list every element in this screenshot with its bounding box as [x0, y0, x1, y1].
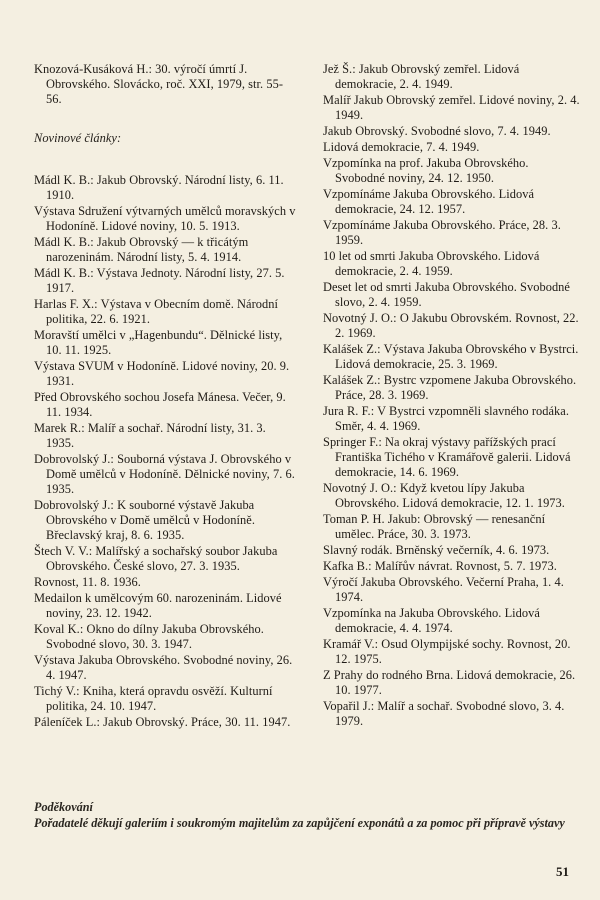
bibliography-entry: Jura R. F.: V Bystrci vzpomněli slavného rodáka. Směr, 4. 4. 1969.: [323, 404, 569, 433]
bibliography-entry: Deset let od smrti Jakuba Obrovského. Svobodné slovo, 2. 4. 1959.: [323, 280, 570, 309]
bibliography-entry: Rovnost, 11. 8. 1936.: [34, 575, 141, 589]
bibliography-entry: 10 let od smrti Jakuba Obrovského. Lidová demokracie, 2. 4. 1959.: [323, 249, 540, 278]
bibliography-entry: Lidová demokracie, 7. 4. 1949.: [323, 140, 480, 154]
bibliography-entry: Koval K.: Okno do dílny Jakuba Obrovského. Svobodné slovo, 30. 3. 1947.: [34, 622, 264, 651]
bibliography-entry: Výstava SVUM v Hodoníně. Lidové noviny, 20. 9. 1931.: [34, 359, 290, 388]
section-heading: Novinové články:: [34, 131, 122, 145]
bibliography-entry: Dobrovolský J.: K souborné výstavě Jakuba Obrovského v Domě umělců v Hodoníně. Břeclavský kraj, 8. 6. 1935.: [34, 498, 255, 542]
bibliography-entry: Novotný J. O.: Když kvetou lípy Jakuba Obrovského. Lidová demokracie, 12. 1. 1973.: [323, 481, 565, 510]
bibliography-entry: Kramář V.: Osud Olympijské sochy. Rovnost, 20. 12. 1975.: [323, 637, 571, 666]
bibliography-entry: Novotný J. O.: O Jakubu Obrovském. Rovnost, 22. 2. 1969.: [323, 311, 579, 340]
bibliography-entry: Toman P. H. Jakub: Obrovský — renesanční umělec. Práce, 30. 3. 1973.: [323, 512, 546, 541]
bibliography-entry: Vzpomínka na prof. Jakuba Obrovského. Svobodné noviny, 24. 12. 1950.: [323, 156, 529, 185]
bibliography-entry: Tichý V.: Kniha, která opravdu osvěží. Kulturní politika, 24. 10. 1947.: [34, 684, 273, 713]
bibliography-entry: Z Prahy do rodného Brna. Lidová demokracie, 26. 10. 1977.: [323, 668, 576, 697]
bibliography-entry: Kalášek Z.: Bystrc vzpomene Jakuba Obrovského. Práce, 28. 3. 1969.: [323, 373, 577, 402]
bibliography-entry: Mádl K. B.: Jakub Obrovský. Národní listy, 6. 11. 1910.: [34, 173, 284, 202]
right-column: [323, 62, 581, 730]
bibliography-entry: Malíř Jakub Obrovský zemřel. Lidové noviny, 2. 4. 1949.: [323, 93, 580, 122]
bibliography-entry: Mádl K. B.: Jakub Obrovský — k třicátým narozeninám. Národní listy, 5. 4. 1914.: [34, 235, 249, 264]
bibliography-entry: Dobrovolský J.: Souborná výstava J. Obrovského v Domě umělců v Hodoníně. Dělnické noviny, 7. 6. 1935.: [34, 452, 295, 496]
bibliography-entry: Výstava Sdružení výtvarných umělců moravských v Hodoníně. Lidové noviny, 10. 5. 1913.: [34, 204, 296, 233]
acknowledgement-text: Pořadatelé děkují galeriím i soukromým majitelům za zapůjčení exponátů a za pomoc při přípravě výstavy: [34, 816, 565, 830]
newspaper-articles-list: [34, 173, 296, 730]
bibliography-entry: Marek R.: Malíř a sochař. Národní listy, 31. 3. 1935.: [34, 421, 266, 450]
bibliography-entry: Jakub Obrovský. Svobodné slovo, 7. 4. 1949.: [323, 124, 551, 138]
bibliography-entry: Vzpomínáme Jakuba Obrovského. Práce, 28. 3. 1959.: [323, 218, 561, 247]
bibliography-entry: Páleníček L.: Jakub Obrovský. Práce, 30. 11. 1947.: [34, 715, 291, 729]
bibliography-entry: Medailon k umělcovým 60. narozeninám. Lidové noviny, 23. 12. 1942.: [34, 591, 282, 620]
acknowledgement-title: Poděkování: [34, 800, 93, 814]
bibliography-entry: Harlas F. X.: Výstava v Obecním domě. Národní politika, 22. 6. 1921.: [34, 297, 278, 326]
bibliography-entry: Výročí Jakuba Obrovského. Večerní Praha, 1. 4. 1974.: [323, 575, 564, 604]
bibliography-entry: Vzpomínka na Jakuba Obrovského. Lidová demokracie, 4. 4. 1974.: [323, 606, 540, 635]
bibliography-entry: Výstava Jakuba Obrovského. Svobodné noviny, 26. 4. 1947.: [34, 653, 293, 682]
bibliography-entry: Kafka B.: Malířův návrat. Rovnost, 5. 7. 1973.: [323, 559, 557, 573]
bibliography-entry: Moravští umělci v „Hagenbundu“. Dělnické listy, 10. 11. 1925.: [34, 328, 283, 357]
bibliography-entry: Jež Š.: Jakub Obrovský zemřel. Lidová demokracie, 2. 4. 1949.: [323, 62, 520, 91]
bibliography-entry: Mádl K. B.: Výstava Jednoty. Národní listy, 27. 5. 1917.: [34, 266, 285, 295]
bibliography-entry: Před Obrovského sochou Josefa Mánesa. Večer, 9. 11. 1934.: [34, 390, 286, 419]
bibliography-entry: Slavný rodák. Brněnský večerník, 4. 6. 1973.: [323, 543, 550, 557]
page-number: 51: [556, 864, 569, 879]
bibliography-entry: Vzpomínáme Jakuba Obrovského. Lidová demokracie, 24. 12. 1957.: [323, 187, 535, 216]
bibliography-entry: Vopařil J.: Malíř a sochař. Svobodné slovo, 3. 4. 1979.: [323, 699, 565, 728]
acknowledgement: [34, 800, 582, 831]
intro-entries: [34, 62, 296, 107]
bibliography-entry: Kalášek Z.: Výstava Jakuba Obrovského v Bystrci. Lidová demokracie, 25. 3. 1969.: [323, 342, 579, 371]
bibliography-entry: Knozová-Kusáková H.: 30. výročí úmrtí J. Obrovského. Slovácko, roč. XXI, 1979, str. 55-56.: [34, 62, 284, 106]
bibliography-entry: Springer F.: Na okraj výstavy pařížských prací Františka Tichého v Kramářově galerii. Lidová demokracie, 14. 6. 1969.: [323, 435, 571, 479]
left-column: [34, 62, 296, 731]
bibliography-entry: Štech V. V.: Malířský a sochařský soubor Jakuba Obrovského. České slovo, 27. 3. 1935.: [34, 544, 278, 573]
